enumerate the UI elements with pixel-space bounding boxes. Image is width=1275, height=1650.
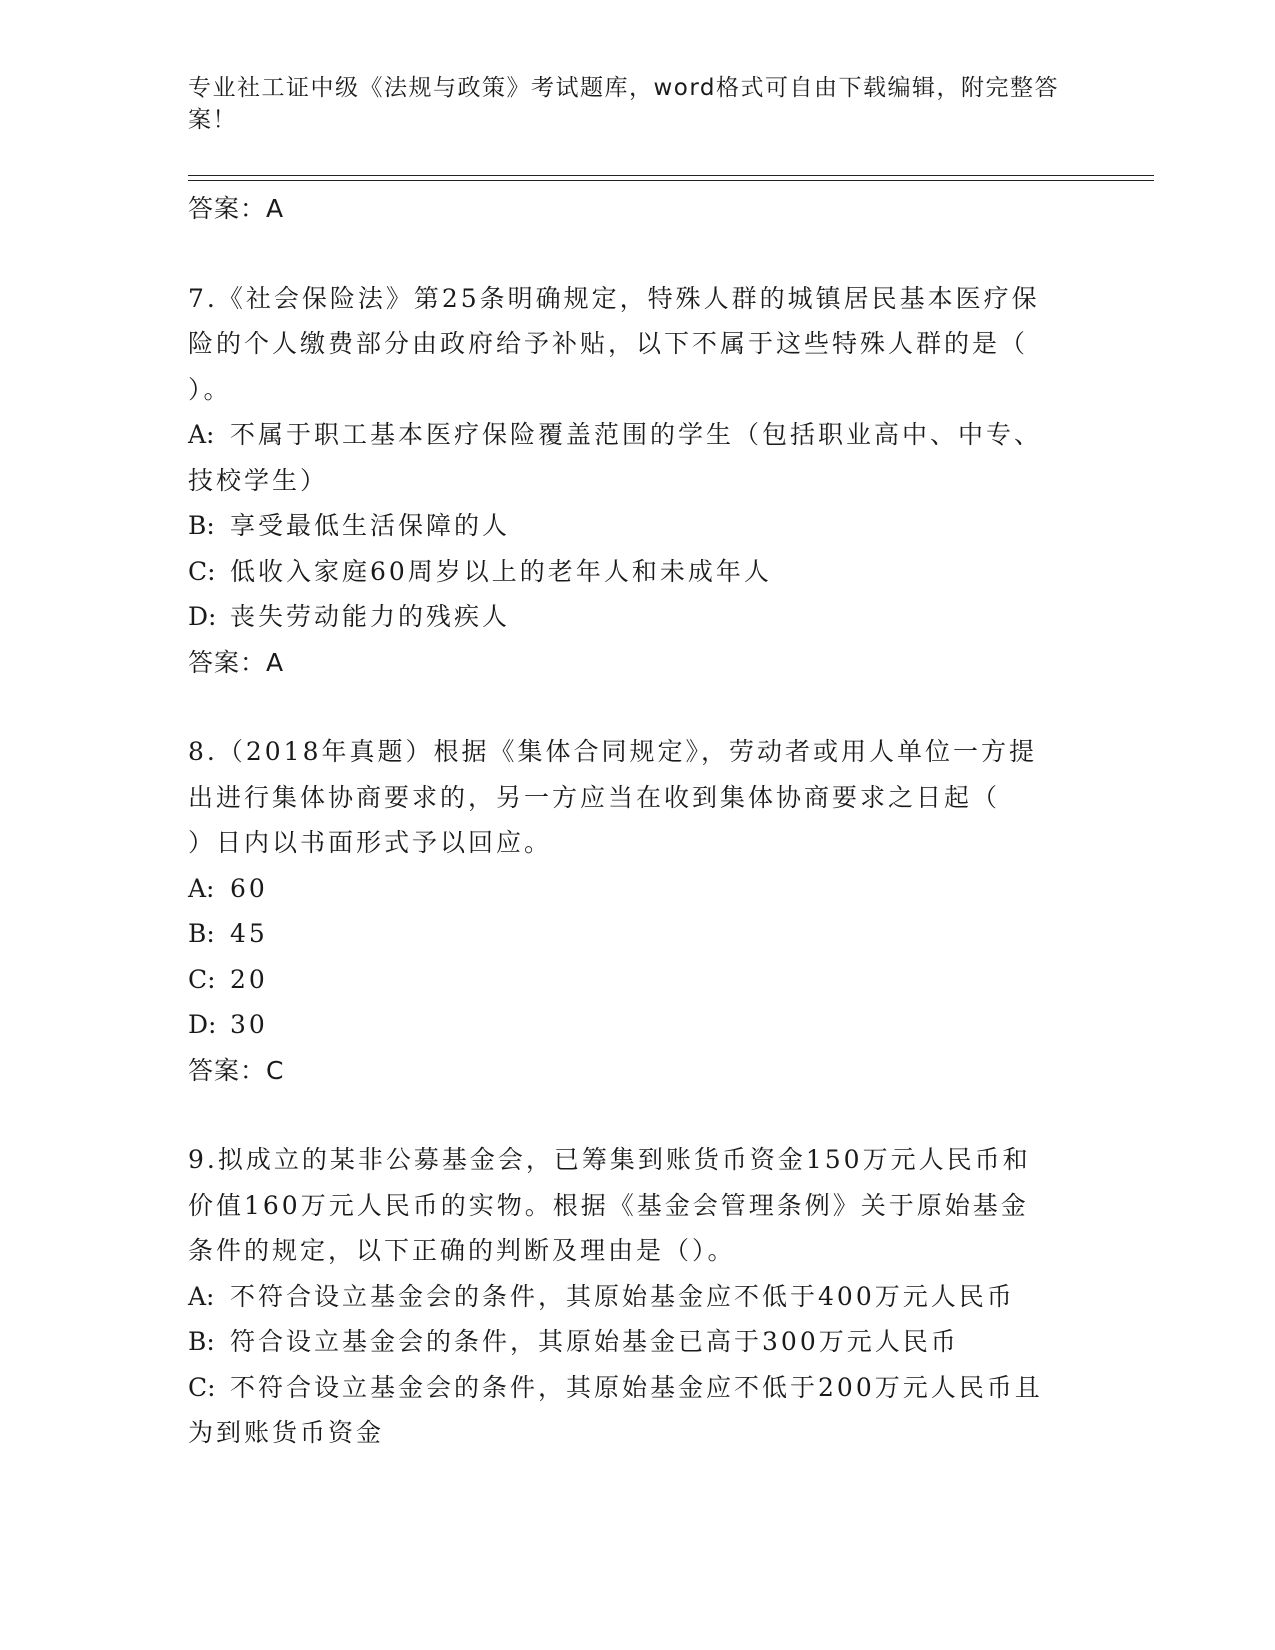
option-text: 30 (230, 1010, 268, 1039)
spacer (188, 1093, 1088, 1137)
header-rule-bottom (188, 180, 1154, 181)
option-a (188, 1274, 1088, 1320)
question-text-line: ）日内以书面形式予以回应。 (188, 828, 553, 857)
option-text: 低收入家庭60周岁以上的老年人和未成年人 (230, 556, 772, 586)
option-key: B: (188, 1327, 215, 1356)
option-d (188, 594, 1088, 640)
option-d (188, 1002, 1088, 1048)
question-block-8 (188, 729, 1088, 1093)
question-text-line: 8.（2018年真题）根据《集体合同规定》，劳动者或用人单位一方提 (188, 737, 1037, 766)
option-key: D: (188, 602, 217, 631)
option-key: C: (188, 964, 216, 994)
option-key: C: (188, 1372, 216, 1402)
question-text-line: 险的个人缴费部分由政府给予补贴，以下不属于这些特殊人群的是（ (188, 329, 1029, 358)
question-text-line: 9.拟成立的某非公募基金会，已筹集到账货币资金150万元人民币和 (188, 1145, 1031, 1174)
option-text: 60 (230, 873, 268, 903)
option-key: C: (188, 556, 216, 586)
option-text: 20 (230, 964, 268, 994)
option-c (188, 549, 1088, 595)
question-text-line: 价值160万元人民币的实物。根据《基金会管理条例》关于原始基金 (188, 1190, 1029, 1220)
option-text: 45 (230, 919, 268, 948)
option-a (188, 866, 1088, 912)
option-text: 不符合设立基金会的条件，其原始基金应不低于200万元人民币且 (230, 1372, 1043, 1402)
question-block-9 (188, 1137, 1088, 1456)
header-line-2: 案！ (188, 107, 237, 133)
option-c (188, 1365, 1088, 1456)
option-b (188, 503, 1088, 549)
option-a (188, 412, 1088, 503)
option-text-continued: 技校学生） (188, 465, 329, 495)
spacer (188, 232, 1088, 276)
question-block-7 (188, 276, 1088, 686)
option-text: 享受最低生活保障的人 (230, 511, 511, 540)
header-line-1: 专业社工证中级《法规与政策》考试题库，word格式可自由下载编辑，附完整答 (188, 75, 1060, 101)
option-text: 符合设立基金会的条件，其原始基金已高于300万元人民币 (230, 1327, 959, 1356)
document-header (188, 72, 1068, 136)
question-text-line: 7.《社会保险法》第25条明确规定，特殊人群的城镇居民基本医疗保 (188, 283, 1040, 313)
answer-line: 答案：C (188, 1055, 285, 1085)
option-b (188, 911, 1088, 957)
header-rule-top (188, 175, 1154, 176)
question-text-line: 出进行集体协商要求的，另一方应当在收到集体协商要求之日起（ (188, 782, 1001, 812)
option-b (188, 1319, 1088, 1365)
question-list (188, 186, 1088, 1456)
option-key: A: (188, 873, 215, 903)
question-text-line: ）。 (188, 374, 232, 404)
option-key: B: (188, 511, 215, 540)
option-text: 不属于职工基本医疗保险覆盖范围的学生（包括职业高中、中专、 (230, 420, 1043, 449)
question-block-6-tail (188, 186, 1088, 232)
option-text: 丧失劳动能力的残疾人 (230, 602, 511, 631)
option-key: A: (188, 1281, 215, 1311)
option-text: 不符合设立基金会的条件，其原始基金应不低于400万元人民币 (230, 1281, 1015, 1311)
option-c (188, 957, 1088, 1003)
option-key: B: (188, 919, 215, 948)
option-text-continued: 为到账货币资金 (188, 1418, 385, 1447)
answer-line: 答案：A (188, 194, 285, 223)
question-text-line: 条件的规定，以下正确的判断及理由是（）。 (188, 1236, 736, 1265)
option-key: A: (188, 420, 215, 449)
spacer (188, 685, 1088, 729)
answer-line: 答案：A (188, 647, 285, 677)
option-key: D: (188, 1010, 217, 1039)
